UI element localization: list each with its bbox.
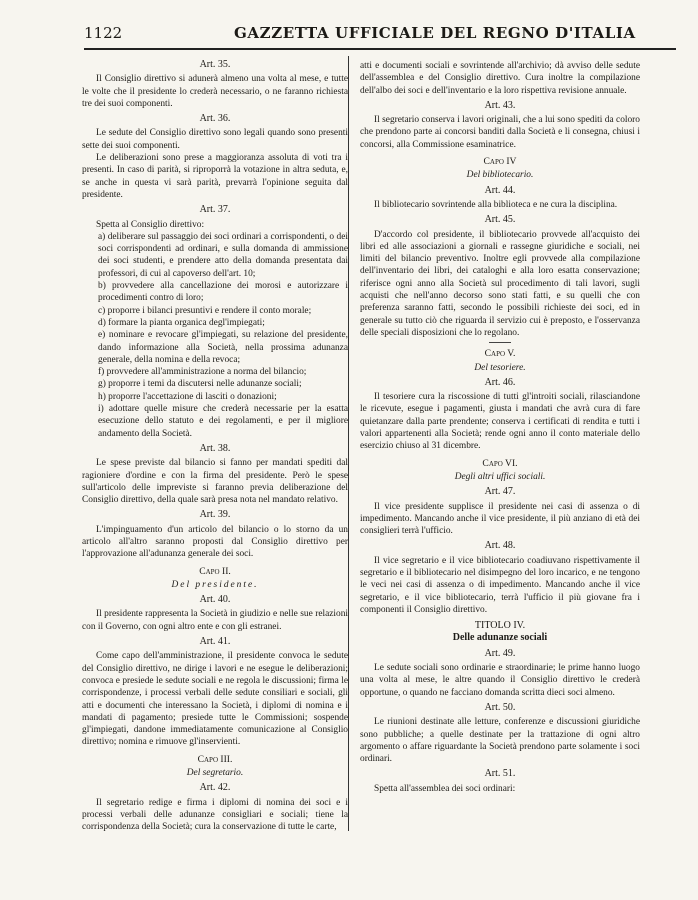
article-text: Il segretario redige e firma i diplomi di nomina dei soci e i processi verbali delle adunanze consigliari e sociali; tiene la corrispondenza della Società; cura la conservazione di tutte le carte, (82, 797, 348, 833)
chapter-label: Capo VI. (482, 457, 518, 469)
article-text: L'impinguamento d'un articolo del bilancio o lo storno da un articolo all'altro saranno proposti dal Consiglio direttivo per l'approvazione all'adunanza generale dei soci. (82, 524, 348, 560)
article-heading: Art. 37. (199, 204, 231, 216)
list-item: a) deliberare sul passaggio dei soci ordinari a corrispondenti, o dei soci corrispondenti ad ordinari, e sulla domanda di ammissione dei soci studenti, e prendere atto della domanda presentata dai professori, di cui al capoverso dell'art. 10; (98, 231, 348, 279)
list-item: c) proporre i bilanci presuntivi e rendere il conto morale; (98, 305, 312, 316)
list-item: g) proporre i temi da discutersi nelle adunanze sociali; (98, 379, 302, 390)
article-text: Il segretario conserva i lavori originali, che a lui sono spediti da coloro che prendono parte ai concorsi banditi dalla Società e li consegna, chiusi i concorsi, alla Commissione esaminatrice. (360, 115, 640, 150)
article-text: Il Consiglio direttivo si adunerà almeno una volta al mese, e tutte le volte che il presidente lo crederà necessario, o ne faranno richiesta tre dei suoi componenti. (82, 74, 348, 109)
chapter-label: Capo IV (483, 156, 517, 168)
article-text: Le deliberazioni sono prese a maggioranza assoluta di voti tra i presenti. In caso di parità, si riproporrà la votazione in altra seduta, e, se anche in questa vi sarà parità, prevarrà l'opinione seguita dal presidente. (82, 153, 348, 200)
right-column (360, 60, 640, 795)
list-item: h) proporre l'accettazione di lasciti o donazioni; (98, 391, 277, 402)
list-item: e) nominare e revocare gl'impiegati, su relazione del presidente, dando informazione alla Società, nella prossima adunanza generale, della nomina e della revoca; (98, 330, 348, 365)
list-item: i) adottare quelle misure che crederà necessarie per la esatta esecuzione dello statuto e dei regolamenti, e per il migliore andamento della Società. (98, 404, 348, 439)
article-text: Le riunioni destinate alle letture, conferenze e discussioni giuridiche sono pubbliche; a quelle destinate per la trattazione di ogni altro argomento o affare riguardante la Società prendono parte solamente i soci ordinari. (360, 717, 640, 765)
chapter-title: Del tesoriere. (474, 362, 526, 373)
article-text: Il tesoriere cura la riscossione di tutti gl'introiti sociali, rilasciandone le ricevute, esegue i pagamenti, giusta i mandati che avrà cura di fare quietanzare dalla parte prendente; conserva i certificati di rendita e tutti i valori appartenenti alla Società; rende ogni anno il conto materiale dello esercizio chiuso al 31 dicembre. (360, 392, 640, 452)
chapter-label: Capo III. (197, 753, 233, 765)
article-heading: Art. 46. (484, 376, 516, 388)
article-heading: Art. 39. (199, 509, 231, 521)
article-heading: Art. 43. (484, 99, 516, 111)
article-heading: Art. 51. (484, 768, 516, 780)
chapter-label: Capo V. (484, 348, 516, 360)
article-text: Il bibliotecario sovrintende alla biblioteca e ne cura la disciplina. (374, 199, 618, 210)
title-label: TITOLO IV. (474, 620, 526, 632)
article-heading: Art. 36. (199, 113, 231, 125)
gazette-title: GAZZETTA UFFICIALE DEL REGNO D'ITALIA (234, 24, 636, 42)
left-column (82, 56, 348, 834)
article-text: D'accordo col presidente, il bibliotecario provvede all'acquisto dei libri ed alle associazioni a giornali e rassegne giuridiche e sociali, nei limiti del bilancio preventivo. Inoltre egli provvede alla compilazione dell'inventario dei libri, dei cataloghi e alla loro esatta conservazione; riferisce ogni anno alla Società sul procedimento di tali lavori, sugli acquisti che nell'anno decorso sono stati fatti, e su quelli che con preferenza saranno fatti, secondo le possibili richieste dei soci, ed in generale su tutto ciò che riguarda il servizio cui è preposto, e l'osservanza delle speciali disposizioni che lo regolano. (360, 229, 640, 338)
article-text: Spetta al Consiglio direttivo: (96, 219, 205, 230)
chapter-title: Del presidente. (171, 579, 259, 590)
article-heading: Art. 50. (484, 701, 516, 713)
article-heading: Art. 42. (199, 782, 231, 794)
section-rule (489, 342, 511, 343)
page-header (84, 18, 676, 50)
article-text: Il vice segretario e il vice bibliotecario coadiuvano rispettivamente il segretario e il bibliotecario nel disimpegno del loro incarico, e ne tengono le veci nei casi di assenza o di impedimento. Mancando anche il vice segretario, e il vice bibliotecario, terrà l'ufficio il più giovane fra i componenti il Consiglio direttivo. (360, 555, 640, 615)
article-heading: Art. 40. (199, 594, 231, 606)
article-heading: Art. 45. (484, 214, 516, 226)
chapter-title: Del bibliotecario. (466, 170, 534, 181)
article-text: Come capo dell'amministrazione, il presidente convoca le sedute del Consiglio direttivo, ne dirige i lavori e ne esegue le deliberazioni; convoca e presiede le sedute sociali e ne regola le discussioni; firma le corrispondenze, i processi verbali delle sedute consiliari e sociali, gli atti e documenti che interessano la Società, i diplomi di nomina e i mandati di pagamento; presiede tutte le Commissioni; sospende gl'impiegati, dandone immediatamente comunicazione al Consiglio direttivo; nomina e rimuove gl'inservienti. (82, 651, 348, 748)
column-divider (348, 56, 349, 831)
list-item: f) provvedere all'amministrazione a norma del bilancio; (98, 367, 307, 378)
article-heading: Art. 38. (199, 442, 231, 454)
article-text: Il presidente rappresenta la Società in giudizio e nelle sue relazioni con il Governo, con ogni altro ente e con gli estranei. (82, 609, 348, 632)
article-heading: Art. 49. (484, 647, 516, 659)
article-heading: Art. 41. (199, 636, 231, 648)
chapter-label: Capo II. (199, 565, 231, 577)
title-heading: Delle adunanze sociali (452, 632, 548, 644)
article-text: atti e documenti sociali e sovrintende all'archivio; dà avviso delle sedute dell'assemblea e del Consiglio direttivo. Cura inoltre la compilazione dell'albo dei soci e dell'inventario e la loro rispettiva revisione annuale. (360, 61, 640, 96)
list-item: b) provvedere alla cancellazione dei morosi e autorizzare i procedimenti contro di loro; (98, 281, 348, 304)
chapter-title: Degli altri uffici sociali. (454, 471, 546, 482)
page-number: 1122 (84, 24, 123, 42)
article-text: Spetta all'assemblea dei soci ordinari: (374, 783, 516, 794)
article-text: Le spese previste dal bilancio si fanno per mandati spediti dal ragioniere d'ordine e con la firma del presidente. Però le spese sull'articolo delle impreviste si faranno previa deliberazione del Consiglio direttivo, della quale sarà presa nota nel mandato relativo. (82, 458, 348, 506)
list-item: d) formare la pianta organica degl'impiegati; (98, 317, 265, 328)
article-heading: Art. 47. (484, 486, 516, 498)
article-heading: Art. 35. (199, 59, 231, 70)
article-text: Le sedute sociali sono ordinarie e straordinarie; le prime hanno luogo una volta al mese, le altre quando il Consiglio direttivo le crederà opportune, o quando ne facciano domanda scritta dieci soci almeno. (360, 663, 640, 698)
article-text: Le sedute del Consiglio direttivo sono legali quando sono presenti sette dei suoi componenti. (82, 128, 348, 151)
article-text: Il vice presidente supplisce il presidente nei casi di assenza o di impedimento. Mancando anche il vice presidente, il più anziano di età dei consiglieri terrà l'ufficio. (360, 501, 640, 537)
article-heading: Art. 48. (484, 540, 516, 552)
article-heading: Art. 44. (484, 184, 516, 196)
chapter-title: Del segretario. (186, 768, 244, 779)
